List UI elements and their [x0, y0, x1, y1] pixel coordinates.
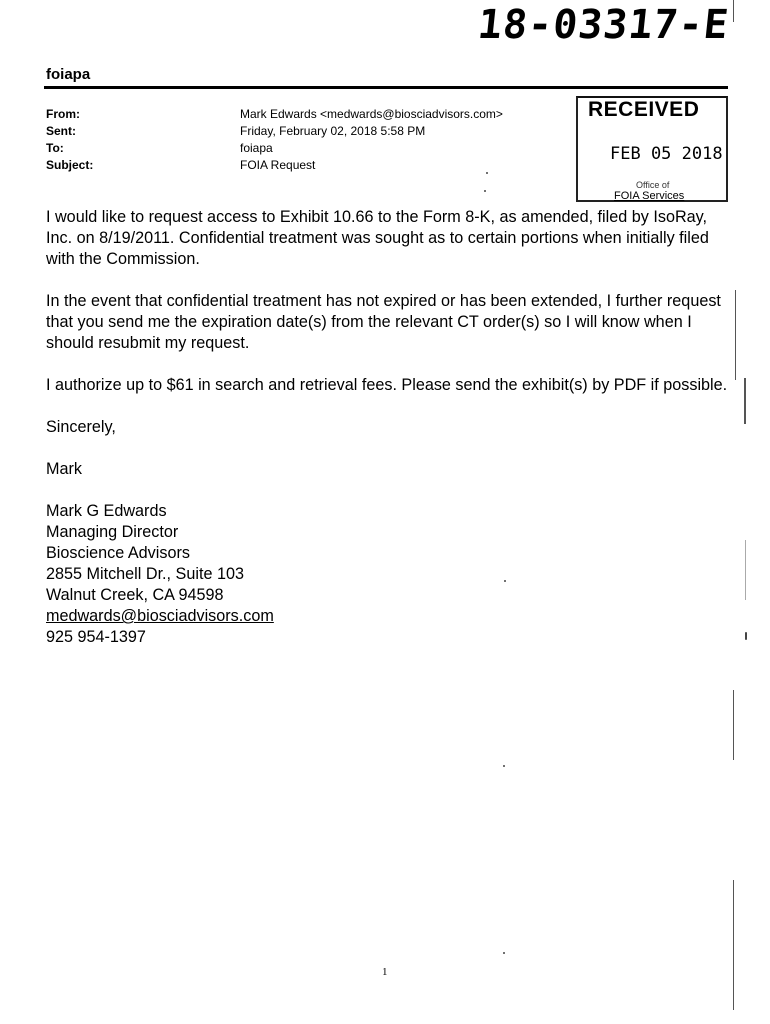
header-divider: [44, 86, 728, 89]
stamp-department: FOIA Services: [614, 190, 685, 202]
scan-artifact-line: [735, 290, 736, 380]
from-value: Mark Edwards <medwards@biosciadvisors.com>: [240, 107, 503, 121]
to-label: To:: [46, 141, 64, 155]
closing: Sincerely,: [46, 418, 116, 436]
signature-email-link[interactable]: medwards@biosciadvisors.com: [46, 607, 274, 625]
signature-title: Managing Director: [46, 523, 179, 541]
received-stamp: [576, 96, 728, 202]
subject-value: FOIA Request: [240, 158, 316, 172]
scan-speck: [503, 765, 505, 767]
body-paragraph-1: I would like to request access to Exhibit 10.66 to the Form 8-K, as amended, filed by IsoRay, Inc. on 8/19/2011. Confidential treatment was sought as to certain portions when initially filed with the Commission.: [46, 208, 709, 268]
sender-first-name: Mark: [46, 460, 82, 478]
to-value: foiapa: [240, 141, 273, 155]
email-header-labels: [46, 106, 93, 174]
handwritten-case-number: 18-03317-E: [475, 2, 732, 48]
signature-address-line-2: Walnut Creek, CA 94598: [46, 586, 224, 604]
signature-address-line-1: 2855 Mitchell Dr., Suite 103: [46, 565, 244, 583]
sent-label: Sent:: [46, 124, 76, 138]
signature-company: Bioscience Advisors: [46, 544, 190, 562]
page-number: 1: [382, 966, 388, 978]
scan-artifact-line: [733, 690, 734, 760]
scan-speck: [486, 172, 488, 174]
signature-name: Mark G Edwards: [46, 502, 167, 520]
body-paragraph-3: I authorize up to $61 in search and retrieval fees. Please send the exhibit(s) by PDF if possible.: [46, 376, 728, 394]
email-body: [46, 207, 736, 648]
email-header-values: [240, 106, 503, 174]
scan-speck: [504, 580, 506, 582]
scan-speck: [484, 190, 486, 192]
stamp-office: Office of: [636, 180, 670, 190]
scan-speck: [745, 632, 747, 640]
scan-artifact-line: [744, 378, 746, 424]
stamp-received-text: RECEIVED: [588, 98, 700, 121]
signature-block: [46, 501, 736, 648]
mailbox-name: foiapa: [46, 66, 91, 83]
stamp-date: FEB 05 2018: [610, 144, 723, 164]
sent-value: Friday, February 02, 2018 5:58 PM: [240, 124, 426, 138]
body-paragraph-2: In the event that confidential treatment has not expired or has been extended, I further request that you send me the expiration date(s) from the relevant CT order(s) so I will know when I should resubmit my request.: [46, 292, 721, 352]
scan-artifact-line: [733, 880, 734, 1010]
from-label: From:: [46, 107, 80, 121]
subject-label: Subject:: [46, 158, 94, 172]
scan-artifact-line: [745, 540, 746, 600]
scan-speck: [503, 952, 505, 954]
signature-phone: 925 954-1397: [46, 628, 146, 646]
scan-artifact-line: [733, 0, 734, 22]
